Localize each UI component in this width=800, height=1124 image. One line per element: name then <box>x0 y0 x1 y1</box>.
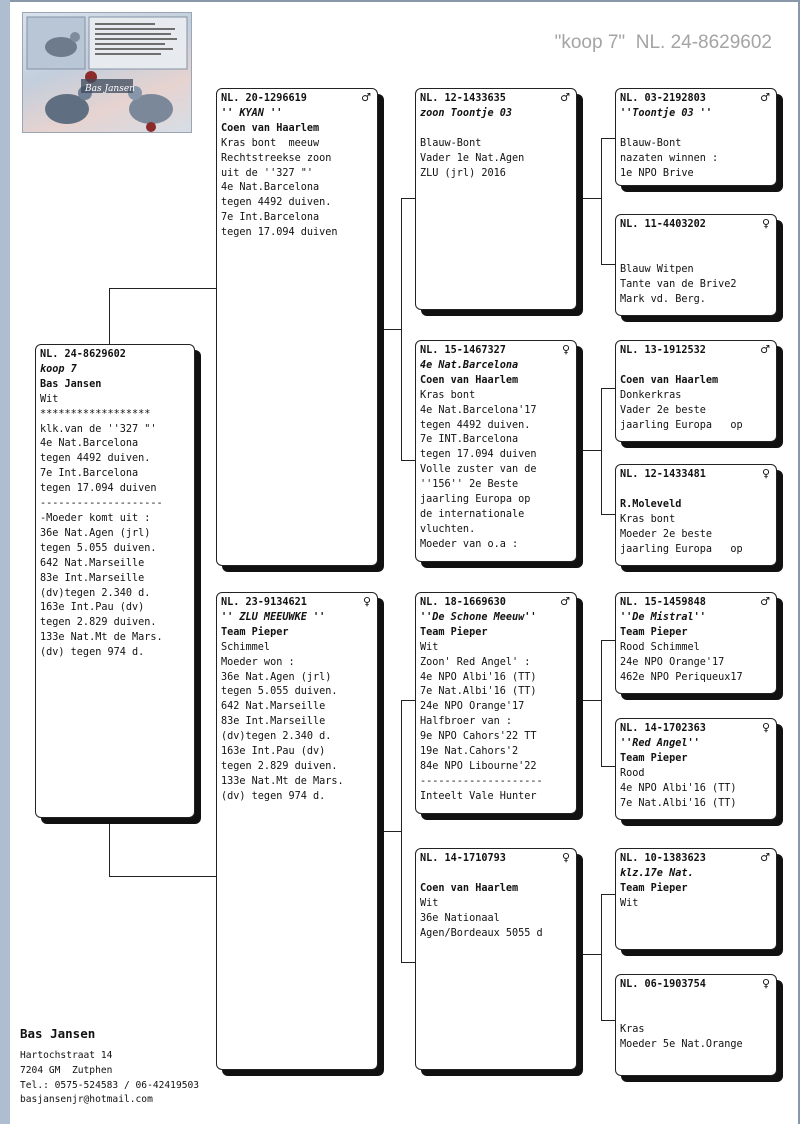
pigeon-owner: Coen van Haarlem <box>221 122 320 134</box>
ring-number: NL. 15-1467327 <box>420 345 506 356</box>
connector-line <box>377 329 401 330</box>
pigeon-info-line: (dv)tegen 2.340 d. <box>40 587 151 599</box>
pigeon-info-line: 83e Int.Marseille <box>40 572 145 584</box>
pigeon-info-line: Donkerkras <box>620 389 682 401</box>
pigeon-info-line <box>420 867 572 882</box>
pigeon-info-line: (dv) tegen 974 d. <box>40 647 145 659</box>
pigeon-info-line: ''156'' 2e Beste <box>420 479 519 491</box>
ring-number: NL. 24-8629602 <box>40 349 126 360</box>
pigeon-info-line: 4e Nat.Barcelona <box>221 182 320 194</box>
pigeon-info-line: 4e NPO Albi'16 (TT) <box>620 782 737 794</box>
female-icon: ♀ <box>761 217 770 230</box>
connector-line <box>601 894 615 895</box>
pigeon-info-line: tegen 5.055 duiven. <box>221 686 338 698</box>
pigeon-info-line: Blauw Witpen <box>620 263 694 275</box>
female-icon: ♀ <box>561 851 570 864</box>
pigeon-card-maternal-grandfather <box>415 592 577 814</box>
connector-line <box>576 198 601 199</box>
left-edge-strip <box>0 0 10 1124</box>
pigeon-info-line: jaarling Europa op <box>620 419 743 431</box>
ring-number: NL. 15-1459848 <box>620 597 706 608</box>
pigeon-card-great-grandparent-3 <box>615 340 777 442</box>
connector-line <box>377 831 401 832</box>
pigeon-info-line: 4e Nat.Barcelona'17 <box>420 404 537 416</box>
pigeon-info-line: tegen 17.094 duiven <box>221 227 338 239</box>
pigeon-info-line: 9e NPO Cahors'22 TT <box>420 731 537 743</box>
pigeon-info-line <box>620 1008 772 1023</box>
pigeon-info-line: 24e NPO Orange'17 <box>620 656 725 668</box>
pigeon-info-line: 4e NPO Albi'16 (TT) <box>420 671 537 683</box>
pigeon-info-line: tegen 4492 duiven. <box>221 197 332 209</box>
ring-number: NL. 11-4403202 <box>620 219 706 230</box>
pigeon-info-line <box>620 483 772 498</box>
pigeon-info-line: Volle zuster van de <box>420 464 537 476</box>
pigeon-name: '' KYAN '' <box>221 107 283 119</box>
page-title: "koop 7" NL. 24-8629602 <box>554 32 772 53</box>
pigeon-name: 4e Nat.Barcelona <box>420 359 519 371</box>
pigeon-owner: Coen van Haarlem <box>620 374 719 386</box>
pigeon-info-line: -------------------- <box>40 498 163 510</box>
pigeon-card-great-grandparent-2 <box>615 214 777 316</box>
connector-line <box>576 450 601 451</box>
pigeon-info-line: vluchten. <box>420 523 476 535</box>
pigeon-info-line: Wit <box>420 641 439 653</box>
breeder-contact <box>20 1026 199 1108</box>
pigeon-name: klz.17e Nat. <box>620 867 694 879</box>
connector-line <box>601 138 615 139</box>
pigeon-info-line <box>420 122 572 137</box>
connector-line <box>601 514 615 515</box>
pigeon-info-line: 133e Nat.Mt de Mars. <box>221 775 344 787</box>
pigeon-info-line: 84e NPO Libourne'22 <box>420 760 537 772</box>
pigeon-info-line: Tante van de Brive2 <box>620 278 737 290</box>
female-icon: ♀ <box>761 467 770 480</box>
pigeon-info-line: 1e NPO Brive <box>620 167 694 179</box>
pigeon-info-line: ****************** <box>40 408 151 420</box>
pigeon-card-great-grandparent-5 <box>615 592 777 694</box>
pigeon-owner: Team Pieper <box>420 626 488 638</box>
pigeon-name: zoon Toontje 03 <box>420 107 513 119</box>
connector-line <box>401 962 415 963</box>
pigeon-photo-collage <box>23 13 191 132</box>
pigeon-info-line: 36e Nationaal <box>420 912 500 924</box>
pigeon-info-line: 163e Int.Pau (dv) <box>221 746 326 758</box>
pigeon-info-line: klk.van de ''327 "' <box>40 423 157 435</box>
pigeon-card-great-grandparent-4 <box>615 464 777 566</box>
connector-line <box>601 894 602 1020</box>
pigeon-info-line: Blauw-Bont <box>420 137 482 149</box>
connector-line <box>601 766 615 767</box>
pigeon-name: koop 7 <box>40 363 77 375</box>
pigeon-info-line <box>620 233 772 248</box>
pigeon-card-great-grandparent-7 <box>615 848 777 950</box>
connector-line <box>601 388 602 514</box>
ring-number: NL. 14-1710793 <box>420 853 506 864</box>
pigeon-name: ''Toontje 03 '' <box>620 107 713 119</box>
breeder-city: 7204 GM Zutphen <box>20 1064 113 1076</box>
pigeon-info-line: 7e Nat.Albi'16 (TT) <box>620 797 737 809</box>
breeder-phone: Tel.: 0575-524583 / 06-42419503 <box>20 1079 200 1091</box>
pigeon-info-line: uit de ''327 "' <box>221 167 314 179</box>
pigeon-info-line: Blauw-Bont <box>620 137 682 149</box>
ring-number: NL. 13-1912532 <box>620 345 706 356</box>
pigeon-card-mother <box>216 592 378 1070</box>
pigeon-card-great-grandparent-6 <box>615 718 777 820</box>
pigeon-info-line: Rood <box>620 767 645 779</box>
pigeon-info-line <box>620 993 772 1008</box>
pigeon-info-line: tegen 4492 duiven. <box>40 453 151 465</box>
pigeon-info-line: Wit <box>420 897 439 909</box>
pigeon-info-line: Moeder won : <box>221 656 295 668</box>
pigeon-card-great-grandparent-1 <box>615 88 777 186</box>
pigeon-name: ''De Mistral'' <box>620 611 706 623</box>
pigeon-card-subject <box>35 344 195 818</box>
pigeon-info-line: Agen/Bordeaux 5055 d <box>420 927 543 939</box>
pigeon-info-line: jaarling Europa op <box>420 494 531 506</box>
pigeon-card-great-grandparent-8 <box>615 974 777 1076</box>
male-icon: ♂ <box>560 91 570 104</box>
pigeon-info-line: 642 Nat.Marseille <box>221 701 326 713</box>
male-icon: ♂ <box>560 595 570 608</box>
pigeon-info-line: Kras <box>620 1023 645 1035</box>
pigeon-info-line: Kras bont meeuw <box>221 137 320 149</box>
connector-line <box>401 198 402 460</box>
pigeon-info-line: Wit <box>40 393 59 405</box>
breeder-email: basjansenjr@hotmail.com <box>20 1094 153 1106</box>
pigeon-info-line: 7e INT.Barcelona <box>420 434 519 446</box>
pigeon-info-line: 24e NPO Orange'17 <box>420 701 525 713</box>
pigeon-info-line: tegen 2.829 duiven. <box>221 760 338 772</box>
pigeon-info-line: Vader 2e beste <box>620 404 706 416</box>
male-icon: ♂ <box>760 91 770 104</box>
pigeon-info-line: tegen 17.094 duiven <box>40 483 157 495</box>
male-icon: ♂ <box>760 595 770 608</box>
pigeon-info-line: Kras bont <box>620 513 676 525</box>
pigeon-info-line: Moeder 2e beste <box>620 528 713 540</box>
pigeon-info-line: 36e Nat.Agen (jrl) <box>221 671 332 683</box>
pigeon-info-line: ZLU (jrl) 2016 <box>420 167 506 179</box>
breeder-address: Hartochstraat 14 <box>20 1050 113 1061</box>
ring-number: NL. 06-1903754 <box>620 979 706 990</box>
ring-number: NL. 10-1383623 <box>620 853 706 864</box>
connector-line <box>601 640 602 766</box>
pigeon-info-line: jaarling Europa op <box>620 543 743 555</box>
pigeon-info-line: 7e Int.Barcelona <box>221 212 320 224</box>
male-icon: ♂ <box>760 343 770 356</box>
connector-line <box>601 388 615 389</box>
female-icon: ♀ <box>761 977 770 990</box>
pigeon-info-line: 4e Nat.Barcelona <box>40 438 139 450</box>
pigeon-info-line: Zoon' Red Angel' : <box>420 656 531 668</box>
connector-line <box>601 138 602 264</box>
pigeon-info-line: (dv)tegen 2.340 d. <box>221 731 332 743</box>
ring-number: NL. 03-2192803 <box>620 93 706 104</box>
male-icon: ♂ <box>760 851 770 864</box>
female-icon: ♀ <box>362 595 371 608</box>
pigeon-info-line: (dv) tegen 974 d. <box>221 790 326 802</box>
pigeon-card-father <box>216 88 378 566</box>
pigeon-owner: Coen van Haarlem <box>420 882 519 894</box>
pigeon-info-line <box>620 122 772 137</box>
connector-line <box>576 700 601 701</box>
breeder-logo <box>22 12 192 133</box>
pigeon-info-line: -------------------- <box>420 775 543 787</box>
pigeon-info-line: Rood Schimmel <box>620 641 700 653</box>
pigeon-info-line: 462e NPO Periqueux17 <box>620 671 743 683</box>
connector-line <box>401 198 415 199</box>
pigeon-info-line: 36e Nat.Agen (jrl) <box>40 527 151 539</box>
pigeon-info-line: Mark vd. Berg. <box>620 293 706 305</box>
pigeon-info-line: tegen 2.829 duiven. <box>40 617 157 629</box>
pigeon-name: ''Red Angel'' <box>620 737 700 749</box>
pigeon-card-paternal-grandfather <box>415 88 577 310</box>
pigeon-name: '' ZLU MEEUWKE '' <box>221 611 326 623</box>
connector-line <box>109 876 216 877</box>
pigeon-info-line: 19e Nat.Cahors'2 <box>420 746 519 758</box>
pigeon-info-line: nazaten winnen : <box>620 152 719 164</box>
pigeon-info-line: tegen 5.055 duiven. <box>40 542 157 554</box>
female-icon: ♀ <box>561 343 570 356</box>
ring-number: NL. 23-9134621 <box>221 597 307 608</box>
pigeon-info-line: -Moeder komt uit : <box>40 512 151 524</box>
pigeon-info-line: 7e Nat.Albi'16 (TT) <box>420 686 537 698</box>
pigeon-info-line: 642 Nat.Marseille <box>40 557 145 569</box>
pigeon-info-line: 7e Int.Barcelona <box>40 468 139 480</box>
pigeon-owner: R.Moleveld <box>620 498 682 510</box>
pigeon-info-line: Inteelt Vale Hunter <box>420 790 537 802</box>
connector-line <box>401 700 402 962</box>
pigeon-info-line: Vader 1e Nat.Agen <box>420 152 525 164</box>
pigeon-info-line: tegen 4492 duiven. <box>420 419 531 431</box>
pigeon-info-line: Moeder van o.a : <box>420 538 519 550</box>
top-border <box>10 0 800 2</box>
pigeon-info-line: Rechtstreekse zoon <box>221 152 332 164</box>
connector-line <box>401 700 415 701</box>
ring-number: NL. 18-1669630 <box>420 597 506 608</box>
connector-line <box>109 288 110 344</box>
pigeon-owner: Coen van Haarlem <box>420 374 519 386</box>
connector-line <box>601 264 615 265</box>
pigeon-card-paternal-grandmother <box>415 340 577 562</box>
pigeon-owner: Team Pieper <box>620 752 688 764</box>
pigeon-owner: Bas Jansen <box>40 378 102 390</box>
connector-line <box>109 288 216 289</box>
pigeon-owner: Team Pieper <box>620 882 688 894</box>
pigeon-owner: Team Pieper <box>620 626 688 638</box>
female-icon: ♀ <box>761 721 770 734</box>
pigeon-info-line: 163e Int.Pau (dv) <box>40 602 145 614</box>
pigeon-info-line: 83e Int.Marseille <box>221 716 326 728</box>
ring-number: NL. 14-1702363 <box>620 723 706 734</box>
connector-line <box>401 460 415 461</box>
ring-number: NL. 12-1433481 <box>620 469 706 480</box>
logo-text: Bas Jansen <box>85 84 135 94</box>
pigeon-info-line <box>620 359 772 374</box>
pigeon-owner: Team Pieper <box>221 626 289 638</box>
pigeon-info-line: tegen 17.094 duiven <box>420 449 537 461</box>
ring-number: NL. 12-1433635 <box>420 93 506 104</box>
pigeon-info-line: de internationale <box>420 508 525 520</box>
pigeon-name: ''De Schone Meeuw'' <box>420 611 537 623</box>
connector-line <box>601 1020 615 1021</box>
pigeon-info-line: Wit <box>620 897 639 909</box>
pigeon-info-line: 133e Nat.Mt de Mars. <box>40 632 163 644</box>
connector-line <box>601 640 615 641</box>
ring-number: NL. 20-1296619 <box>221 93 307 104</box>
pigeon-info-line: Moeder 5e Nat.Orange <box>620 1038 743 1050</box>
connector-line <box>109 815 110 876</box>
breeder-name: Bas Jansen <box>20 1026 96 1041</box>
male-icon: ♂ <box>361 91 371 104</box>
pigeon-info-line: Schimmel <box>221 641 271 653</box>
pigeon-info-line <box>620 248 772 263</box>
connector-line <box>576 954 601 955</box>
pigeon-info-line: Halfbroer van : <box>420 716 513 728</box>
pigeon-card-maternal-grandmother <box>415 848 577 1070</box>
pigeon-info-line: Kras bont <box>420 389 476 401</box>
